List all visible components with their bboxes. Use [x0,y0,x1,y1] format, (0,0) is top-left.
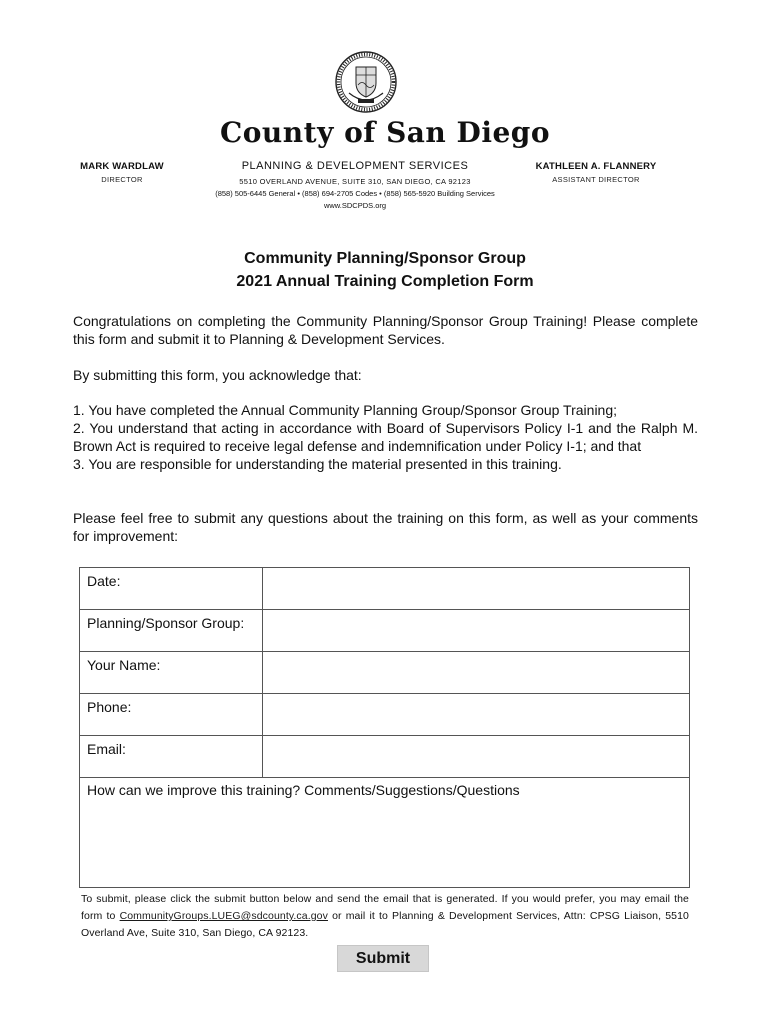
phone-field[interactable] [263,694,690,736]
department-name: PLANNING & DEVELOPMENT SERVICES [241,160,469,172]
director-title: DIRECTOR [101,175,143,184]
acknowledgement-item: 2. You understand that acting in accordance with Board of Supervisors Policy I-1 and the Ralph M. Brown Act is required to receive legal defense and indemnification under Policy I-1; and that [73,420,698,454]
phone-label: Phone: [80,694,263,736]
questions-note: Please feel free to submit any questions about the training on this form, as well as your comments for improvement: [73,510,698,544]
phone-value[interactable] [270,699,682,713]
acknowledge-intro: By submitting this form, you acknowledge that: [73,367,362,383]
instructions-text-before: To submit, please click the submit button below and send the email that is generated. If you would prefer, you may email the form to [81,893,689,922]
department-website: www.SDCPDS.org [323,201,387,210]
name-value[interactable] [270,657,682,671]
form-title-line2: 2021 Annual Training Completion Form [236,273,534,290]
form-row-comments [80,778,690,888]
group-value[interactable] [270,615,682,629]
submit-button[interactable]: Submit [337,945,429,972]
form-row-group [80,610,690,652]
date-value[interactable] [270,573,682,587]
form-title [0,247,770,293]
completion-form-table [79,567,690,888]
group-label: Planning/Sponsor Group: [80,610,263,652]
director-block [74,161,170,184]
county-seal-icon [334,49,398,115]
email-field[interactable] [263,736,690,778]
name-label: Your Name: [80,652,263,694]
department-address: 5510 OVERLAND AVENUE, SUITE 310, SAN DIEGO, CA 92123 [239,177,471,186]
comments-field[interactable] [80,778,690,888]
intro-paragraph: Congratulations on completing the Community Planning/Sponsor Group Training! Please complete this form and submit it to Planning & Development Services. [73,313,698,347]
director-name: MARK WARDLAW [80,161,164,172]
assistant-director-name: KATHLEEN A. FLANNERY [535,161,657,172]
form-row-phone [80,694,690,736]
date-label: Date: [80,568,263,610]
form-row-name [80,652,690,694]
form-row-date [80,568,690,610]
name-field[interactable] [263,652,690,694]
date-field[interactable] [263,568,690,610]
form-row-email [80,736,690,778]
submission-instructions [81,891,689,942]
email-value[interactable] [270,741,682,755]
department-phones: (858) 505-6445 General • (858) 694-2705 Codes • (858) 565-5920 Building Services [215,189,495,198]
assistant-director-block [526,161,666,184]
department-block [180,160,530,210]
form-title-line1: Community Planning/Sponsor Group [244,250,526,267]
group-field[interactable] [263,610,690,652]
email-label: Email: [80,736,263,778]
acknowledgement-list [73,401,698,473]
comments-label: How can we improve this training? Comments/Suggestions/Questions [87,782,520,798]
acknowledgement-item: 1. You have completed the Annual Community Planning Group/Sponsor Group Training; [73,402,618,418]
acknowledgement-item: 3. You are responsible for understanding the material presented in this training. [73,456,562,472]
assistant-director-title: ASSISTANT DIRECTOR [552,175,640,184]
county-name: County of San Diego [219,116,551,149]
instructions-text-after: or mail it to Planning & Development Services, Attn: CPSG Liaison, 5510 Overland Ave, Suite 310, San Diego, CA 92123. [81,910,689,939]
email-link[interactable]: CommunityGroups.LUEG@sdcounty.ca.gov [119,910,328,922]
comments-value[interactable] [87,798,682,812]
